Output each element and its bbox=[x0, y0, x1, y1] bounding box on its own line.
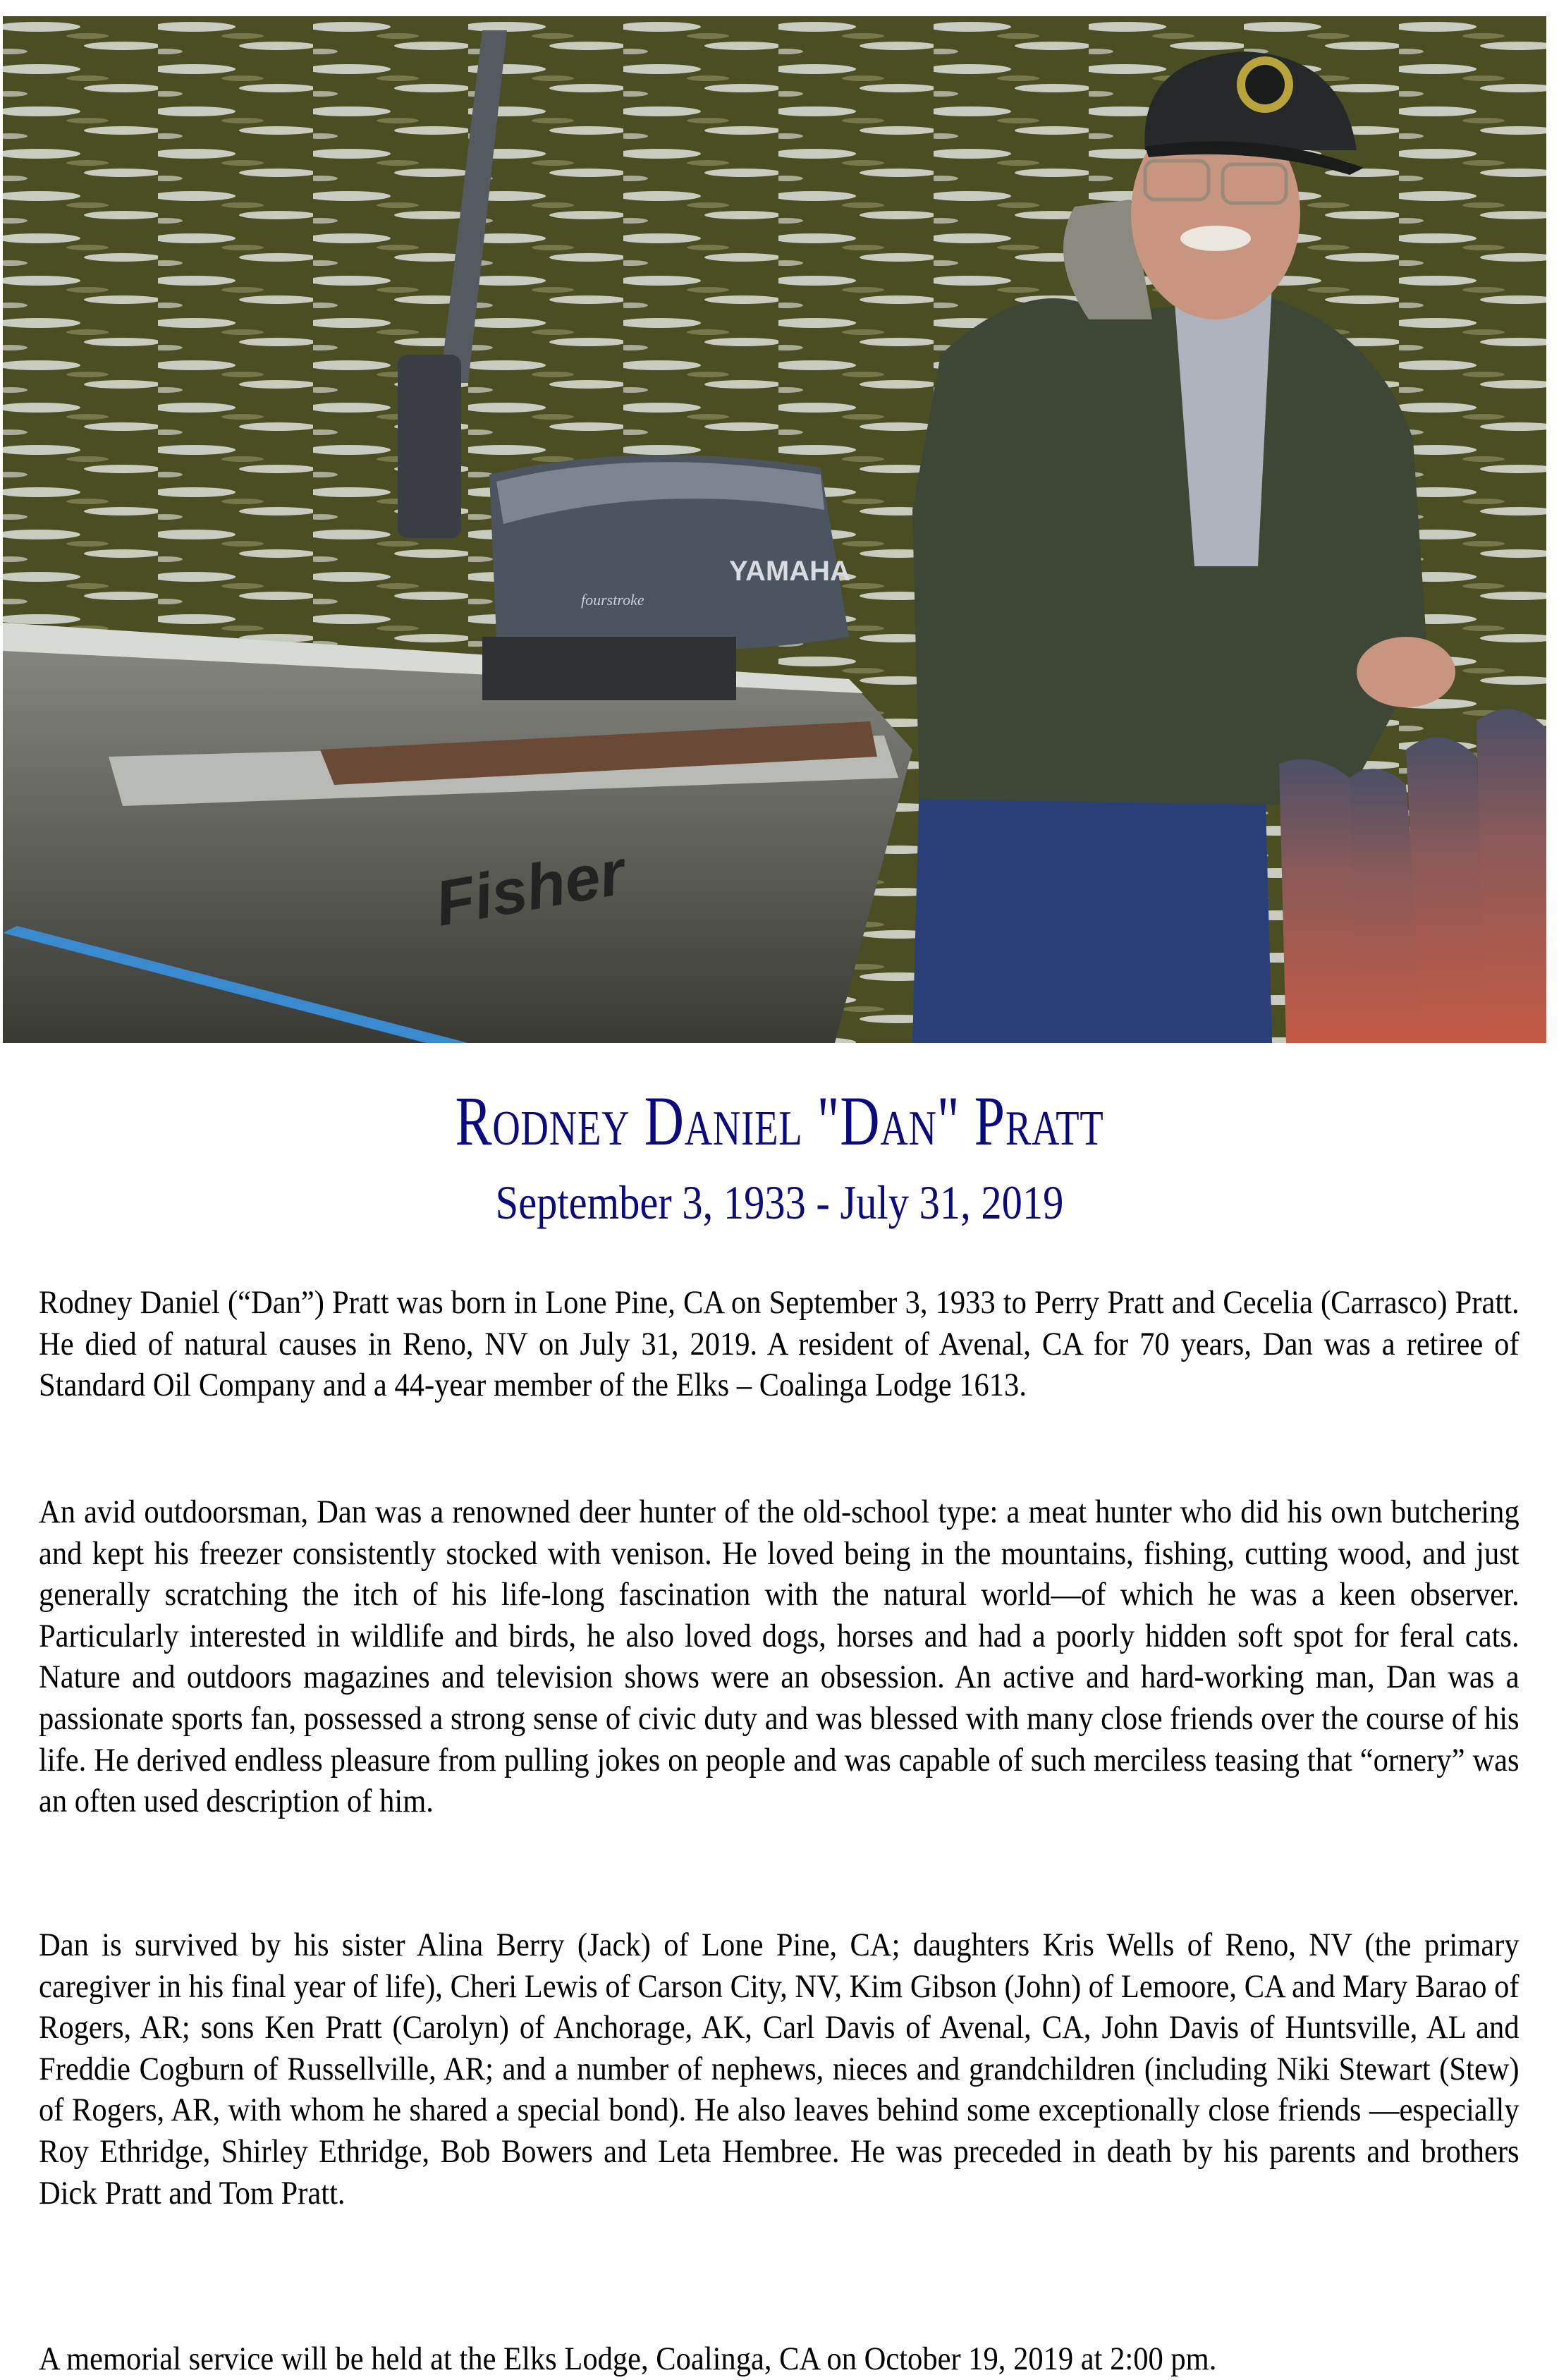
obituary-paragraph-survivors bbox=[39, 1924, 1520, 2214]
deceased-name-title: Rodney Daniel "Dan" Pratt bbox=[455, 1082, 1104, 1160]
paragraph-text: A memorial service will be held at the Elks Lodge, Coalinga, CA on October 19, 2019 at 2:00 pm. bbox=[39, 2341, 1217, 2377]
obituary-paragraph-memorial-service bbox=[39, 2338, 1520, 2380]
paragraph-text: Dan is survived by his sister Alina Berry (Jack) of Lone Pine, CA; daughters Kris Wells of Reno, NV (the primary caregiver in his final year of life), Cheri Lewis of Carson City, NV, Kim Gibson (John) of Lemoore, CA and Mary Barao of Rogers, AR; sons Ken Pratt (Carolyn) of Anchorage, AK, Carl Davis of Avenal, CA, John Davis of Huntsville, AL and Freddie Cogburn of Russellville, AR; and a number of nephews, nieces and grandchildren (including Niki Stewart (Stew) of Rogers, AR, with whom he shared a special bond). He also leaves behind some exceptionally close friends —especially Roy Ethridge, Shirley Ethridge, Bob Bowers and Leta Hembree. He was preceded in death by his parents and brothers Dick Pratt and Tom Pratt. bbox=[39, 1927, 1520, 2211]
life-dates: September 3, 1933 - July 31, 2019 bbox=[495, 1176, 1064, 1229]
person-jeans bbox=[912, 778, 1272, 1043]
person-jacket bbox=[912, 298, 1427, 806]
boat-brand-label: Fisher bbox=[430, 837, 630, 940]
paragraph-text: Rodney Daniel (“Dan”) Pratt was born in Lone Pine, CA on September 3, 1933 to Perry Pratt and Cecelia (Carrasco) Pratt. He died of natural causes in Reno, NV on July 31, 2019. A resident of Avenal, CA for 70 years, Dan was a retiree of Standard Oil Company and a 44-year member of the Elks – Coalinga Lodge 1613. bbox=[39, 1284, 1520, 1404]
paragraph-text: An avid outdoorsman, Dan was a renowned deer hunter of the old-school type: a meat hunter who did his own butchering and kept his freezer consistently stocked with venison. He loved being in the mountains, fishing, cutting wood, and just generally scratching the itch of his life-long fascination with the natural world—of which he was a keen observer. Particularly interested in wildlife and birds, he also loved dogs, horses and had a poorly hidden soft spot for feral cats. Nature and outdoors magazines and television shows were an obsession. An active and hard-working man, Dan was a passionate sports fan, possessed a strong sense of civic duty and was blessed with many close friends over the course of his life. He derived endless pleasure from pulling jokes on people and was capable of such merciless teasing that “ornery” was an often used description of him. bbox=[39, 1494, 1520, 1820]
photo-illustration bbox=[3, 16, 1546, 1043]
memorial-photo bbox=[3, 16, 1546, 1043]
motor-brand-label: YAMAHA bbox=[729, 556, 850, 587]
motor-sub-label: fourstroke bbox=[581, 591, 644, 609]
obituary-paragraph-birth bbox=[39, 1282, 1520, 1406]
obituary-paragraph-life bbox=[39, 1491, 1520, 1822]
